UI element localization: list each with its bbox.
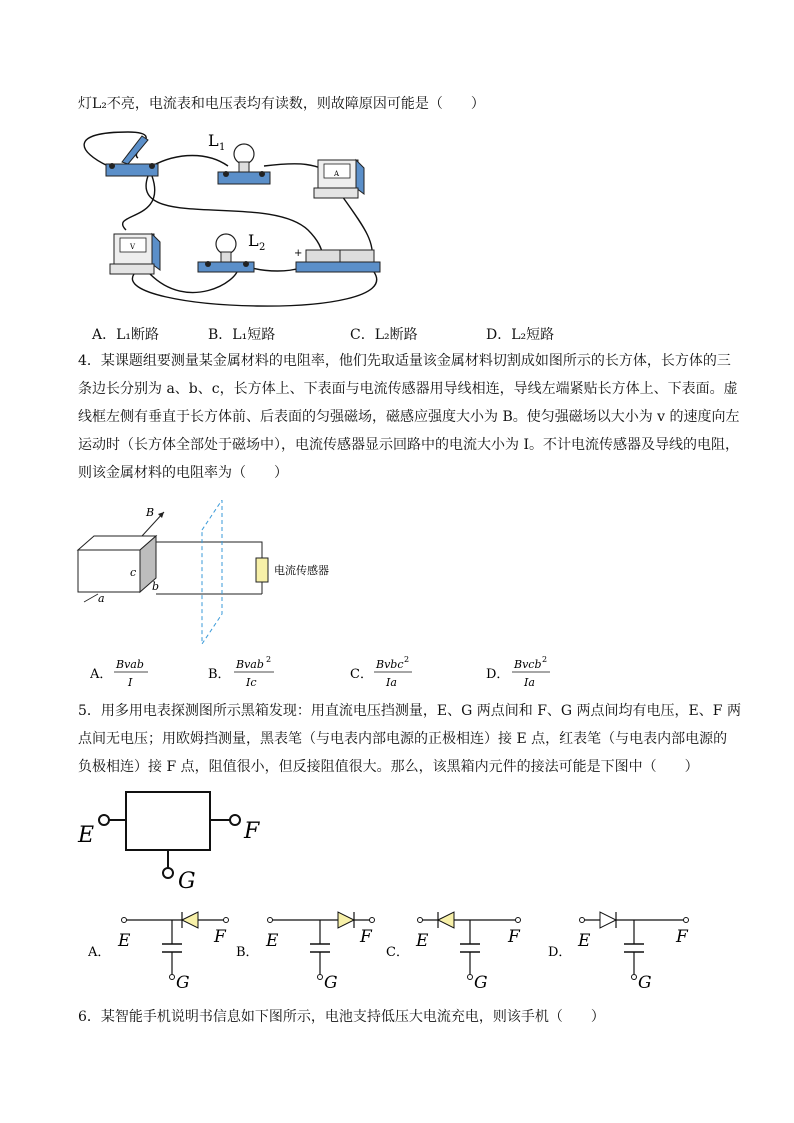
q4-option-c[interactable] [350, 655, 412, 689]
q4-options [90, 652, 610, 692]
q4-stem-line-3: 线框左侧有垂直于长方体前、后表面的匀强磁场，磁感应强度大小为 B。使匀强磁场以大小为 v 的速度向左 [78, 409, 740, 425]
svg-text:1: 1 [219, 142, 226, 153]
svg-text:F: F [508, 927, 520, 947]
svg-text:G: G [178, 869, 196, 894]
svg-text:Bvab: Bvab [236, 658, 264, 671]
voltmeter [110, 234, 160, 274]
svg-text:b: b [152, 580, 160, 593]
q4-stem-line-2: 条边长分别为 a、b、c，长方体上、下表面与电流传感器用导线相连，导线左端紧贴长方体上、下表面。虚 [78, 381, 738, 397]
q3-stem: 灯L₂不亮，电流表和电压表均有读数，则故障原因可能是（ ） [78, 96, 485, 112]
switch-device [106, 136, 158, 176]
svg-text:D．: D． [548, 945, 572, 960]
svg-text:B: B [146, 506, 155, 519]
svg-text:2: 2 [542, 655, 548, 664]
svg-text:L: L [248, 231, 259, 250]
svg-text:Bvcb: Bvcb [514, 658, 542, 671]
svg-text:E: E [416, 931, 429, 951]
svg-text:F: F [360, 927, 372, 947]
svg-text:c: c [130, 566, 137, 579]
svg-text:G: G [638, 973, 652, 993]
q5-option-c[interactable] [386, 912, 521, 993]
svg-text:D．: D． [486, 667, 510, 682]
bulb-l1 [208, 131, 270, 184]
svg-text:F: F [244, 819, 260, 844]
svg-text:L: L [208, 131, 219, 150]
q3-option-d[interactable]: D．L₂短路 [486, 327, 555, 343]
q4-stem-line-1: 4．某课题组要测量某金属材料的电阻率，他们先取适量该金属材料切割成如图所示的长方体，长方体的三 [78, 353, 731, 369]
svg-text:Bvbc: Bvbc [376, 658, 404, 671]
svg-text:F: F [676, 927, 688, 947]
svg-text:+: + [294, 248, 303, 259]
q5-black-box [74, 786, 274, 896]
bulb-l2 [198, 231, 265, 272]
q3-option-a[interactable]: A．L₁断路 [92, 327, 160, 343]
svg-text:E: E [78, 823, 95, 848]
q4-option-b[interactable] [208, 655, 274, 689]
svg-text:C．: C． [350, 667, 373, 682]
svg-text:E: E [578, 931, 591, 951]
q5-stem-line-2: 点间无电压；用欧姆挡测量，黑表笔（与电表内部电源的正极相连）接 E 点，红表笔（与电表内部电源的 [78, 731, 728, 747]
svg-text:2: 2 [259, 242, 266, 253]
svg-text:电流传感器: 电流传感器 [274, 564, 329, 577]
q5-option-b[interactable] [236, 912, 375, 993]
svg-text:V: V [130, 243, 136, 251]
svg-text:C．: C． [386, 945, 409, 960]
svg-text:Bvab: Bvab [116, 658, 144, 671]
q5-option-d[interactable] [548, 912, 689, 993]
q4-cuboid-figure [68, 500, 358, 650]
svg-text:G: G [176, 973, 190, 993]
q4-option-a[interactable] [90, 658, 148, 689]
svg-text:Ic: Ic [246, 676, 257, 689]
svg-text:B．: B． [236, 945, 259, 960]
q4-stem-line-5: 则该金属材料的电阻率为（ ） [78, 465, 288, 481]
q3-circuit-figure [68, 122, 388, 312]
q5-stem-line-3: 负极相连）接 F 点，阻值很小，但反接阻值很大。那么，该黑箱内元件的接法可能是下图中（ ） [78, 759, 699, 775]
battery-holder [294, 248, 380, 272]
ammeter [314, 160, 364, 198]
svg-text:Ia: Ia [524, 676, 535, 689]
q6-stem-line-1: 6．某智能手机说明书信息如下图所示，电池支持低压大电流充电，则该手机（ ） [78, 1009, 605, 1025]
svg-text:A: A [334, 170, 340, 178]
q5-stem-line-1: 5．用多用电表探测图所示黑箱发现：用直流电压挡测量，E、G 两点间和 F、G 两点间均有电压，E、F 两 [78, 703, 741, 719]
svg-text:G: G [474, 973, 488, 993]
svg-text:2: 2 [404, 655, 410, 664]
q4-option-d[interactable] [486, 655, 550, 689]
q5-option-a[interactable] [88, 912, 229, 993]
svg-text:I: I [128, 676, 133, 689]
svg-text:A．: A． [90, 667, 113, 682]
svg-text:Ia: Ia [386, 676, 397, 689]
svg-text:A．: A． [88, 945, 111, 960]
svg-text:2: 2 [266, 655, 272, 664]
q4-stem-line-4: 运动时（长方体全部处于磁场中），电流传感器显示回路中的电流大小为 I。不计电流传感器及导线的电阻， [78, 437, 739, 453]
q3-option-c[interactable]: C．L₂断路 [350, 327, 418, 343]
svg-text:G: G [324, 973, 338, 993]
svg-text:E: E [266, 931, 279, 951]
svg-text:F: F [214, 927, 226, 947]
svg-text:B．: B． [208, 667, 231, 682]
svg-text:E: E [118, 931, 131, 951]
q5-options [88, 906, 728, 996]
q3-option-b[interactable]: B．L₁短路 [208, 327, 276, 343]
svg-text:a: a [98, 592, 105, 605]
